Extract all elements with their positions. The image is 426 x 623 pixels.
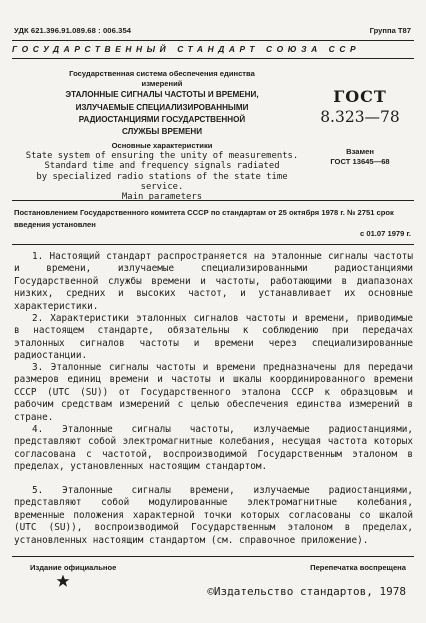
subtitle: Основные характеристики [111, 140, 213, 150]
state-standard-banner: ГОСУДАРСТВЕННЫЙ СТАНДАРТ СОЮЗА ССР [12, 44, 361, 54]
star-icon [55, 574, 71, 588]
paragraph-4: 4. Эталонные сигналы частоты, излучаемые радиостанциями, представляют собой электромагнитные колебания, несущая частота которых согласована с частотой, воспроизводимой Государственным эталоном в пределах, установленных настоящим стандартом. [14, 424, 413, 473]
english-title-line4: Main parameters [121, 192, 203, 203]
decree-rule-bottom [12, 244, 414, 245]
paragraph-5: 5. Эталонные сигналы времени, излучаемые радиостанциями, представляют собой модулированные электромагнитные колебания, временные положения характерной точки которых согласованы со шкалой (UTC (SU)), воспроизводимой Государственным эталоном в пределах, установленных настоящим стандартом (см. справочное приложение). [14, 485, 413, 546]
system-title-line1: Государственная система обеспечения единства [69, 69, 255, 78]
publisher-copyright: ©Издательство стандартов, 1978 [207, 585, 406, 598]
main-title-line1: ЭТАЛОННЫЕ СИГНАЛЫ ЧАСТОТЫ И ВРЕМЕНИ, [65, 90, 259, 100]
english-title-line2: Standard time and frequency signals radiated [44, 161, 280, 172]
effective-date: с 01.07 1979 г. [360, 229, 411, 238]
replaces-value: ГОСТ 13645—68 [330, 157, 390, 166]
replaces-block [312, 147, 408, 167]
gost-number: 8.323—78 [320, 108, 400, 126]
decree-text: Постановлением Государственного комитета СССР по стандартам от 25 октября 1978 г. № 2751 срок введения установлен [14, 208, 394, 229]
main-title-line4: СЛУЖБЫ ВРЕМЕНИ [121, 127, 203, 137]
paragraph-3: 3. Эталонные сигналы частоты и времени предназначены для передачи размеров единиц времени и частоты и шкалы координированного времени СССР (UTC (SU)) от Государственного эталона СССР к образцовым и рабочим средствам измерений с целью обеспечения единства измерений в стране. [14, 362, 413, 423]
main-title-line3: РАДИОСТАНЦИЯМИ ГОСУДАРСТВЕННОЙ [78, 115, 246, 124]
header-rule-bottom [12, 58, 414, 59]
footer-rule [12, 556, 414, 557]
paragraph-1: 1. Настоящий стандарт распространяется на эталонные сигналы частоты и времени, излучаемые специализированными радиостанциями Государственной службы времени и частоты, работающими в диапазонах низких, средних и высоких частот, и устанавливает их основные характеристики. [14, 251, 413, 312]
gost-label: ГОСТ [333, 87, 387, 106]
official-edition-label: Издание официальное [30, 563, 117, 572]
group-code: Группа Т87 [369, 26, 411, 35]
english-title-line3: by specialized radio stations of the state time service. [36, 171, 288, 192]
english-title-line1: State system of ensuring the unity of measurements. [25, 151, 299, 161]
system-title-line2: измерений [141, 78, 183, 88]
replaces-label: Взамен [346, 147, 374, 156]
title-block [22, 69, 302, 150]
english-title [14, 151, 310, 202]
udk-code: УДК 621.396.91.089.68 : 006.354 [14, 26, 132, 35]
paragraph-2: 2. Характеристики эталонных сигналов частоты и времени, приводимые в настоящем стандарте, обязательны к соблюдению при передачах эталонных сигналов частоты и времени через специализированные радиостанции. [14, 313, 413, 362]
decree-rule-top [12, 200, 414, 201]
reprint-prohibited-label: Перепечатка воспрещена [310, 563, 406, 572]
header-rule-top [12, 40, 414, 41]
main-title-line2: ИЗЛУЧАЕМЫЕ СПЕЦИАЛИЗИРОВАННЫМИ [75, 102, 249, 112]
